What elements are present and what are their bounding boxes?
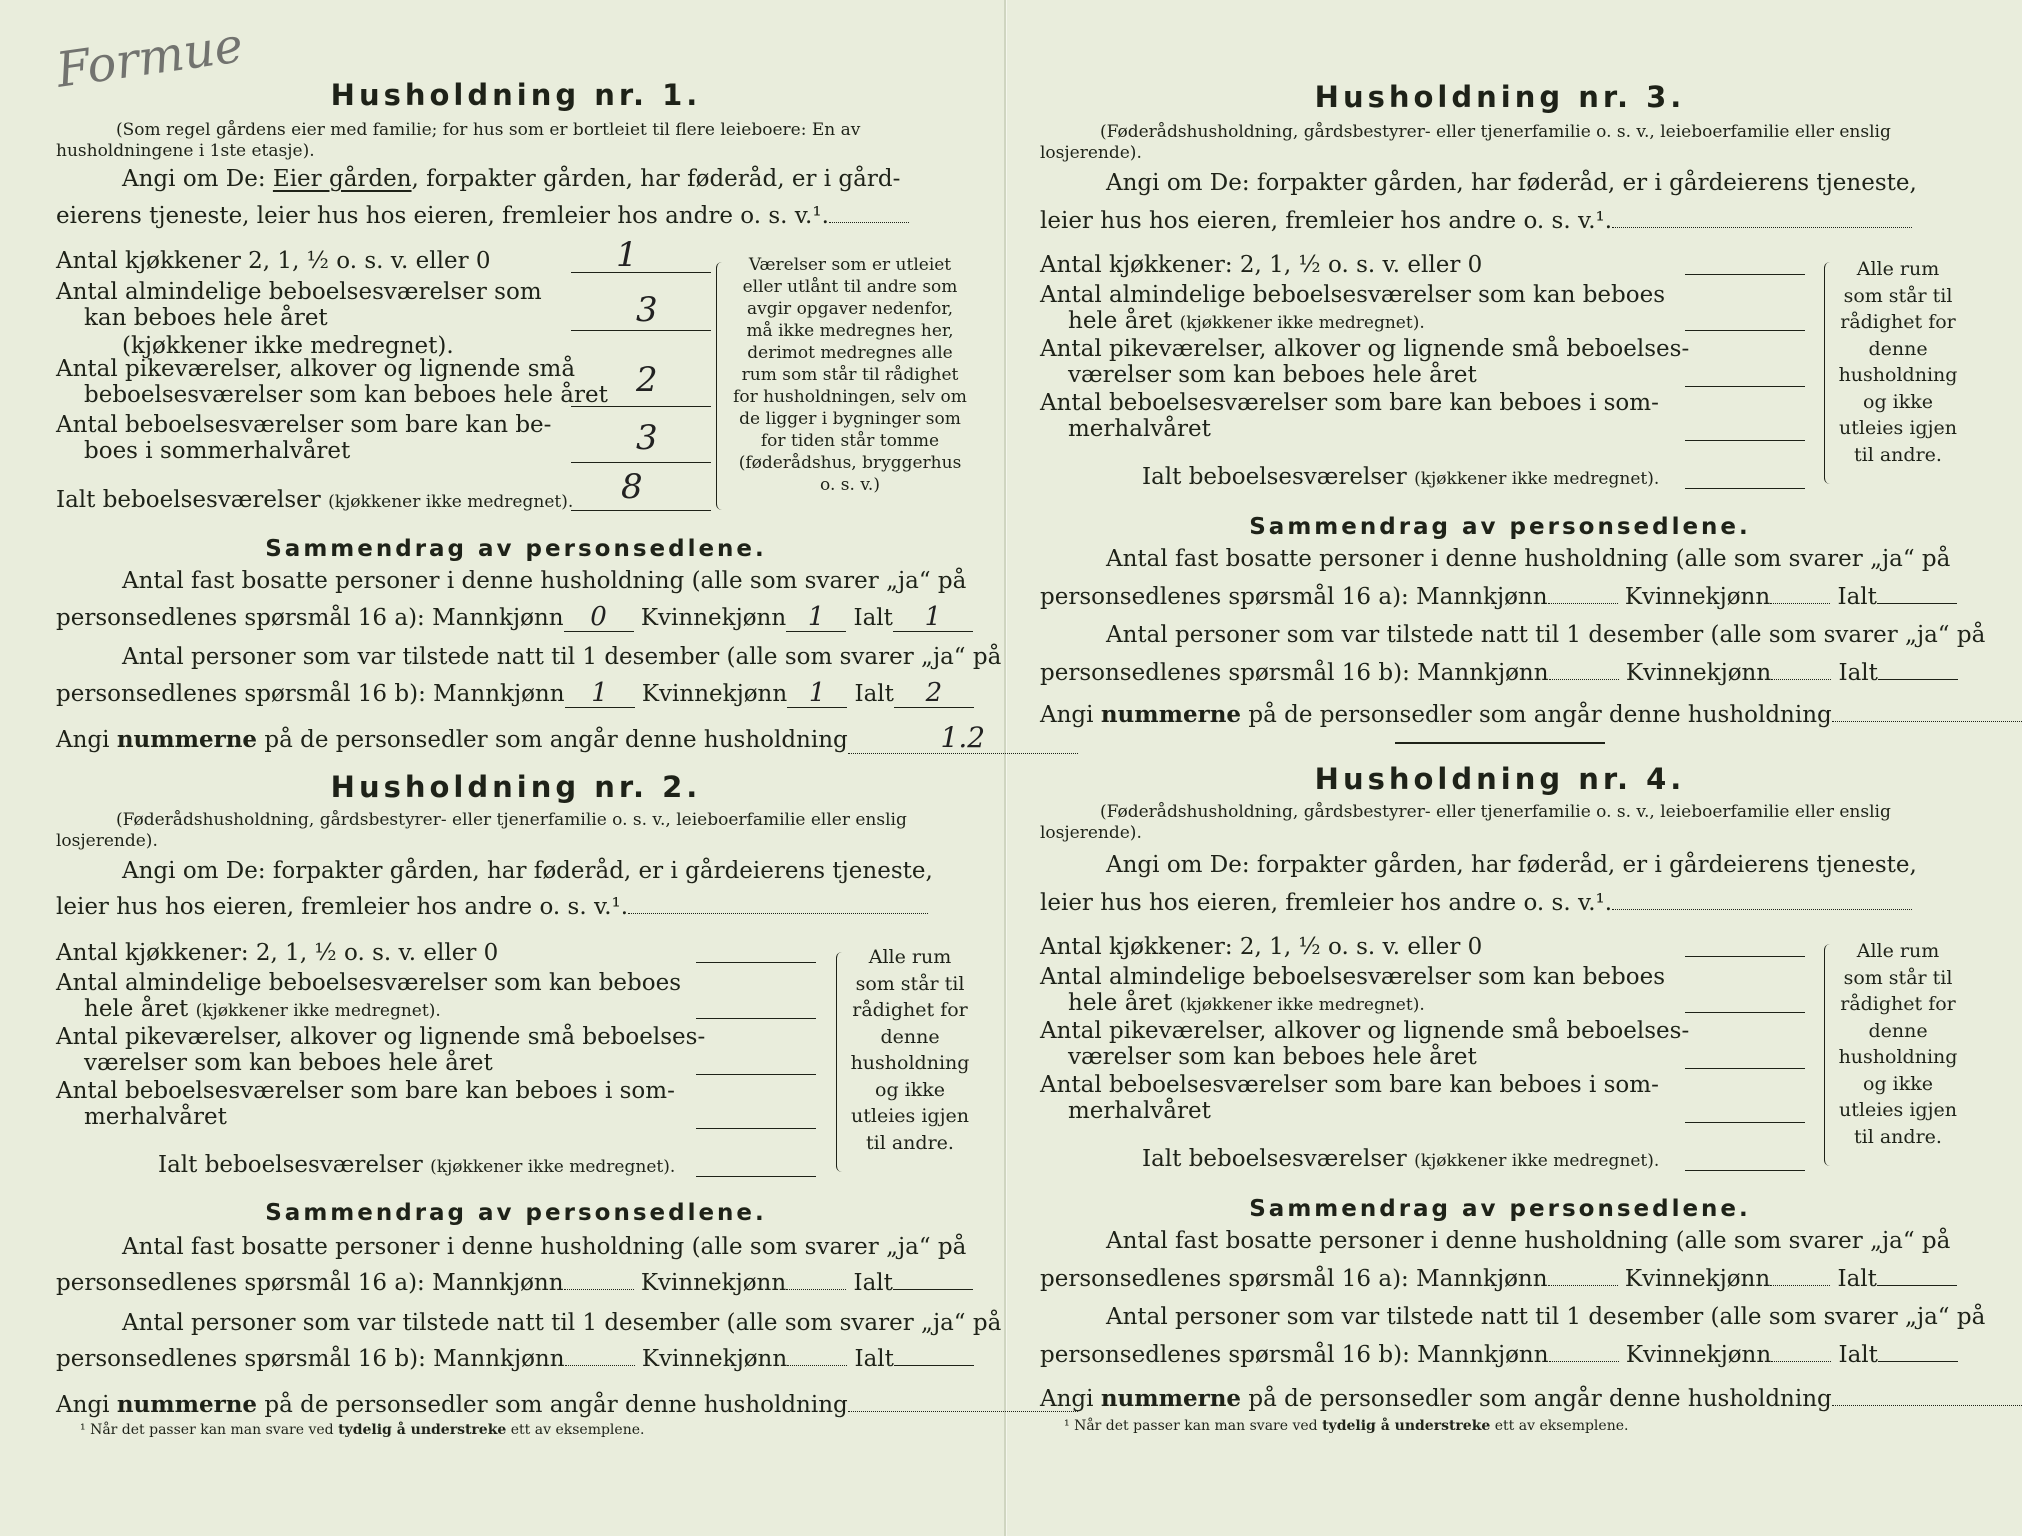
h1-kitchens-value: 1: [616, 235, 638, 275]
h1-som-value: 3: [636, 418, 658, 458]
h4-angi-1: Angi om De: forpakter gården, har føderåd, er i gårdeierens tjeneste,: [1106, 852, 1917, 878]
h1-summary-title: Sammendrag av personsedlene.: [265, 536, 767, 562]
h2-kitchens-label: Antal kjøkkener: 2, 1, ½ o. s. v. eller 0: [56, 940, 499, 966]
h3-fast-2: personsedlenes spørsmål 16 a): Mannkjønn Kvinnekjønn Ialt: [1040, 584, 1957, 610]
household-4-subtitle: (Føderådshusholdning, gårdsbestyrer- eller tjenerfamilie o. s. v., leieboerfamilie eller enslig losjerende).: [1040, 802, 1891, 843]
h1-til-line-1: Antal personer som var tilstede natt til 1 desember (alle som svarer „ja“ på: [122, 644, 1002, 670]
household-4-title: Husholdning nr. 4.: [1314, 762, 1686, 796]
h2-til-2: personsedlenes spørsmål 16 b): Mannkjønn Kvinnekjønn Ialt: [56, 1346, 974, 1372]
h1-total-b: 2: [925, 678, 943, 708]
h4-brace-note: Alle rum som står til rådighet for denne husholdning og ikke utleies igjen til andre.: [1838, 940, 1958, 1148]
h2-pike-1: Antal pikeværelser, alkover og lignende små beboelses-: [56, 1024, 706, 1050]
h1-num-value: 1.2: [940, 721, 986, 754]
h4-summary-title: Sammendrag av personsedlene.: [1249, 1196, 1751, 1222]
h3-ord-2: hele året (kjøkkener ikke medregnet).: [1068, 308, 1425, 334]
h3-summary-title: Sammendrag av personsedlene.: [1249, 514, 1751, 540]
h1-ord-label-3: (kjøkkener ikke medregnet).: [122, 333, 454, 359]
h1-female-b: 1: [808, 678, 826, 708]
h1-ord-label-2: kan beboes hele året: [84, 305, 328, 331]
h3-som-1: Antal beboelsesværelser som bare kan beboes i som-: [1040, 390, 1659, 416]
h3-som-2: merhalvåret: [1068, 416, 1211, 442]
household-3-title: Husholdning nr. 3.: [1314, 80, 1686, 114]
section-separator: [1395, 742, 1605, 744]
h1-til-line-2: personsedlenes spørsmål 16 b): Mannkjønn 1 Kvinnekjønn 1 Ialt 2: [56, 680, 974, 708]
h4-footnote: ¹ Når det passer kan man svare ved tydelig å understreke ett av eksemplene.: [1064, 1418, 1629, 1434]
h2-summary-title: Sammendrag av personsedlene.: [265, 1200, 767, 1226]
h3-num-line: Angi nummerne på de personsedler som angår denne husholdning: [1040, 702, 2022, 728]
h4-som-1: Antal beboelsesværelser som bare kan beboes i som-: [1040, 1072, 1659, 1098]
h3-total: Ialt beboelsesværelser (kjøkkener ikke medregnet).: [1142, 464, 1660, 490]
household-1-angi-line-2: eierens tjeneste, leier hus hos eieren, fremleier hos andre o. s. v.¹.: [56, 203, 909, 229]
h2-brace-note: Alle rum som står til rådighet for denne husholdning og ikke utleies igjen til andre.: [850, 946, 970, 1154]
h4-pike-2: værelser som kan beboes hele året: [1068, 1044, 1477, 1070]
h4-total: Ialt beboelsesværelser (kjøkkener ikke medregnet).: [1142, 1146, 1660, 1172]
h4-kitchens-label: Antal kjøkkener: 2, 1, ½ o. s. v. eller 0: [1040, 934, 1483, 960]
household-2-title: Husholdning nr. 2.: [330, 770, 702, 804]
h4-angi-2: leier hus hos eieren, fremleier hos andre o. s. v.¹.: [1040, 890, 1912, 916]
h1-ord-label-1: Antal almindelige beboelsesværelser som: [56, 279, 542, 305]
h3-pike-2: værelser som kan beboes hele året: [1068, 362, 1477, 388]
h4-ord-1: Antal almindelige beboelsesværelser som kan beboes: [1040, 964, 1666, 990]
h1-male-b: 1: [591, 678, 608, 708]
h4-pike-1: Antal pikeværelser, alkover og lignende små beboelses-: [1040, 1018, 1690, 1044]
h3-pike-1: Antal pikeværelser, alkover og lignende små beboelses-: [1040, 336, 1690, 362]
h2-som-1: Antal beboelsesværelser som bare kan beboes i som-: [56, 1078, 675, 1104]
h2-total: Ialt beboelsesværelser (kjøkkener ikke medregnet).: [158, 1152, 676, 1178]
h2-til-1: Antal personer som var tilstede natt til 1 desember (alle som svarer „ja“ på: [122, 1310, 1002, 1336]
margin-note: Formue: [53, 17, 247, 99]
household-1-subtitle: (Som regel gårdens eier med familie; for hus som er bortleiet til flere leieboere: En av husholdningene i 1ste etasje).: [56, 120, 861, 161]
h4-fast-1: Antal fast bosatte personer i denne husholdning (alle som svarer „ja“ på: [1106, 1228, 1951, 1254]
h1-ord-value: 3: [636, 290, 658, 330]
h3-ord-1: Antal almindelige beboelsesværelser som kan beboes: [1040, 282, 1666, 308]
h4-til-2: personsedlenes spørsmål 16 b): Mannkjønn Kvinnekjønn Ialt: [1040, 1342, 1958, 1368]
h3-angi-1: Angi om De: forpakter gården, har føderåd, er i gårdeierens tjeneste,: [1106, 170, 1917, 196]
h1-fast-line-2: personsedlenes spørsmål 16 a): Mannkjønn 0 Kvinnekjønn 1 Ialt 1: [56, 604, 973, 632]
h1-brace-note: Værelser som er utleiet eller utlånt til andre som avgir opgaver nedenfor, må ikke medregnes her, derimot medregnes alle rum som står til rådighet for husholdningen, selv om de ligger i bygninger som for tiden står tomme (føderådshus, bryggerhus o. s. v.): [733, 255, 967, 495]
h1-total-label: Ialt beboelsesværelser (kjøkkener ikke medregnet).: [56, 487, 574, 513]
h3-angi-2: leier hus hos eieren, fremleier hos andre o. s. v.¹.: [1040, 208, 1912, 234]
h1-total-value: 8: [621, 467, 643, 507]
h3-kitchens-label: Antal kjøkkener: 2, 1, ½ o. s. v. eller 0: [1040, 252, 1483, 278]
h1-pike-value: 2: [636, 360, 658, 400]
h1-kitchens-label: Antal kjøkkener 2, 1, ½ o. s. v. eller 0: [56, 248, 491, 274]
h1-pike-label-2: beboelsesværelser som kan beboes hele året: [84, 382, 608, 408]
h1-som-label-1: Antal beboelsesværelser som bare kan be-: [56, 412, 552, 438]
household-1-title: Husholdning nr. 1.: [330, 78, 702, 112]
h2-ord-1: Antal almindelige beboelsesværelser som kan beboes: [56, 970, 682, 996]
h2-angi-1: Angi om De: forpakter gården, har føderåd, er i gårdeierens tjeneste,: [122, 858, 933, 884]
h1-fast-line-1: Antal fast bosatte personer i denne husholdning (alle som svarer „ja“ på: [122, 568, 967, 594]
left-page: [53, 0, 1016, 1536]
h2-fast-2: personsedlenes spørsmål 16 a): Mannkjønn Kvinnekjønn Ialt: [56, 1270, 973, 1296]
h3-brace-note: Alle rum som står til rådighet for denne husholdning og ikke utleies igjen til andre.: [1838, 258, 1958, 466]
h4-num-line: Angi nummerne på de personsedler som angår denne husholdning: [1040, 1386, 2022, 1412]
household-1-angi-line: Angi om De: Eier gården, forpakter gården, har føderåd, er i gård-: [122, 166, 901, 192]
right-page: [1040, 0, 2000, 1536]
h4-fast-2: personsedlenes spørsmål 16 a): Mannkjønn Kvinnekjønn Ialt: [1040, 1266, 1957, 1292]
h1-num-line: Angi nummerne på de personsedler som angår denne husholdning 1.2: [56, 725, 1078, 754]
h2-som-2: merhalvåret: [84, 1104, 227, 1130]
h3-fast-1: Antal fast bosatte personer i denne husholdning (alle som svarer „ja“ på: [1106, 546, 1951, 572]
h3-til-2: personsedlenes spørsmål 16 b): Mannkjønn Kvinnekjønn Ialt: [1040, 660, 1958, 686]
h4-til-1: Antal personer som var tilstede natt til 1 desember (alle som svarer „ja“ på: [1106, 1304, 1986, 1330]
household-2-subtitle: (Føderådshusholdning, gårdsbestyrer- eller tjenerfamilie o. s. v., leieboerfamilie eller enslig losjerende).: [56, 810, 907, 851]
h1-total-a: 1: [924, 602, 942, 632]
h2-footnote: ¹ Når det passer kan man svare ved tydelig å understreke ett av eksemplene.: [80, 1422, 645, 1438]
h4-ord-2: hele året (kjøkkener ikke medregnet).: [1068, 990, 1425, 1016]
household-3-subtitle: (Føderådshusholdning, gårdsbestyrer- eller tjenerfamilie o. s. v., leieboerfamilie eller enslig losjerende).: [1040, 122, 1891, 163]
h1-pike-label-1: Antal pikeværelser, alkover og lignende små: [56, 356, 576, 382]
h3-til-1: Antal personer som var tilstede natt til 1 desember (alle som svarer „ja“ på: [1106, 622, 1986, 648]
h1-som-label-2: boes i sommerhalvåret: [84, 438, 351, 464]
h2-pike-2: værelser som kan beboes hele året: [84, 1050, 493, 1076]
h1-female-a: 1: [807, 602, 825, 632]
h2-angi-2: leier hus hos eieren, fremleier hos andre o. s. v.¹.: [56, 894, 928, 920]
h2-fast-1: Antal fast bosatte personer i denne husholdning (alle som svarer „ja“ på: [122, 1234, 967, 1260]
h2-num-line: Angi nummerne på de personsedler som angår denne husholdning: [56, 1392, 1078, 1418]
h1-male-a: 0: [590, 602, 607, 632]
h2-ord-2: hele året (kjøkkener ikke medregnet).: [84, 996, 441, 1022]
answer-eier-garden-underlined: Eier gården: [272, 166, 412, 192]
h4-som-2: merhalvåret: [1068, 1098, 1211, 1124]
